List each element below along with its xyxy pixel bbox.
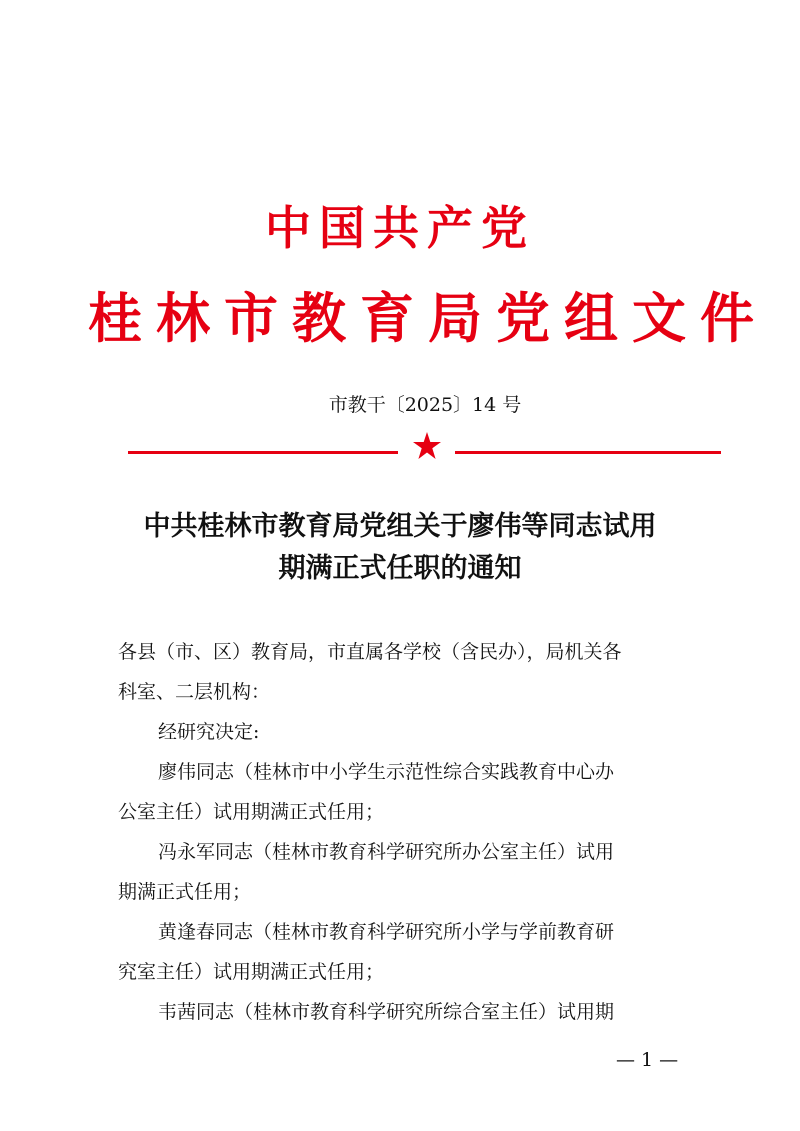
body-paragraph-line: 韦茜同志（桂林市教育科学研究所综合室主任）试用期	[158, 1001, 615, 1023]
star-shape	[413, 432, 441, 459]
body-paragraph-line: 期满正式任用；	[118, 881, 252, 903]
issuer-line-2: 桂林市教育局党组文件	[88, 287, 768, 350]
document-number: 市教干〔2025〕14 号	[328, 394, 522, 416]
body-paragraph-line: 经研究决定:	[158, 721, 260, 743]
body-paragraph-line: 公室主任）试用期满正式任用；	[118, 801, 385, 823]
body-paragraph-line: 廖伟同志（桂林市中小学生示范性综合实践教育中心办	[158, 761, 615, 783]
body-paragraph-line: 究室主任）试用期满正式任用；	[118, 961, 385, 983]
issuer-line-1: 中国共产党	[265, 201, 535, 255]
red-divider-left	[128, 451, 398, 454]
red-divider-right	[455, 451, 721, 454]
body-paragraph-line: 冯永军同志（桂林市教育科学研究所办公室主任）试用	[158, 841, 615, 863]
star-icon	[412, 431, 442, 461]
document-title-line-1: 中共桂林市教育局党组关于廖伟等同志试用	[143, 511, 657, 542]
body-paragraph-line: 黄逢春同志（桂林市教育科学研究所小学与学前教育研	[158, 921, 615, 943]
document-title-line-2: 期满正式任职的通知	[278, 553, 522, 584]
addressee-line-1: 各县（市、区）教育局，市直属各学校（含民办），局机关各	[118, 641, 622, 663]
page-number: — 1 —	[616, 1049, 679, 1071]
addressee-line-2: 科室、二层机构：	[118, 681, 271, 703]
